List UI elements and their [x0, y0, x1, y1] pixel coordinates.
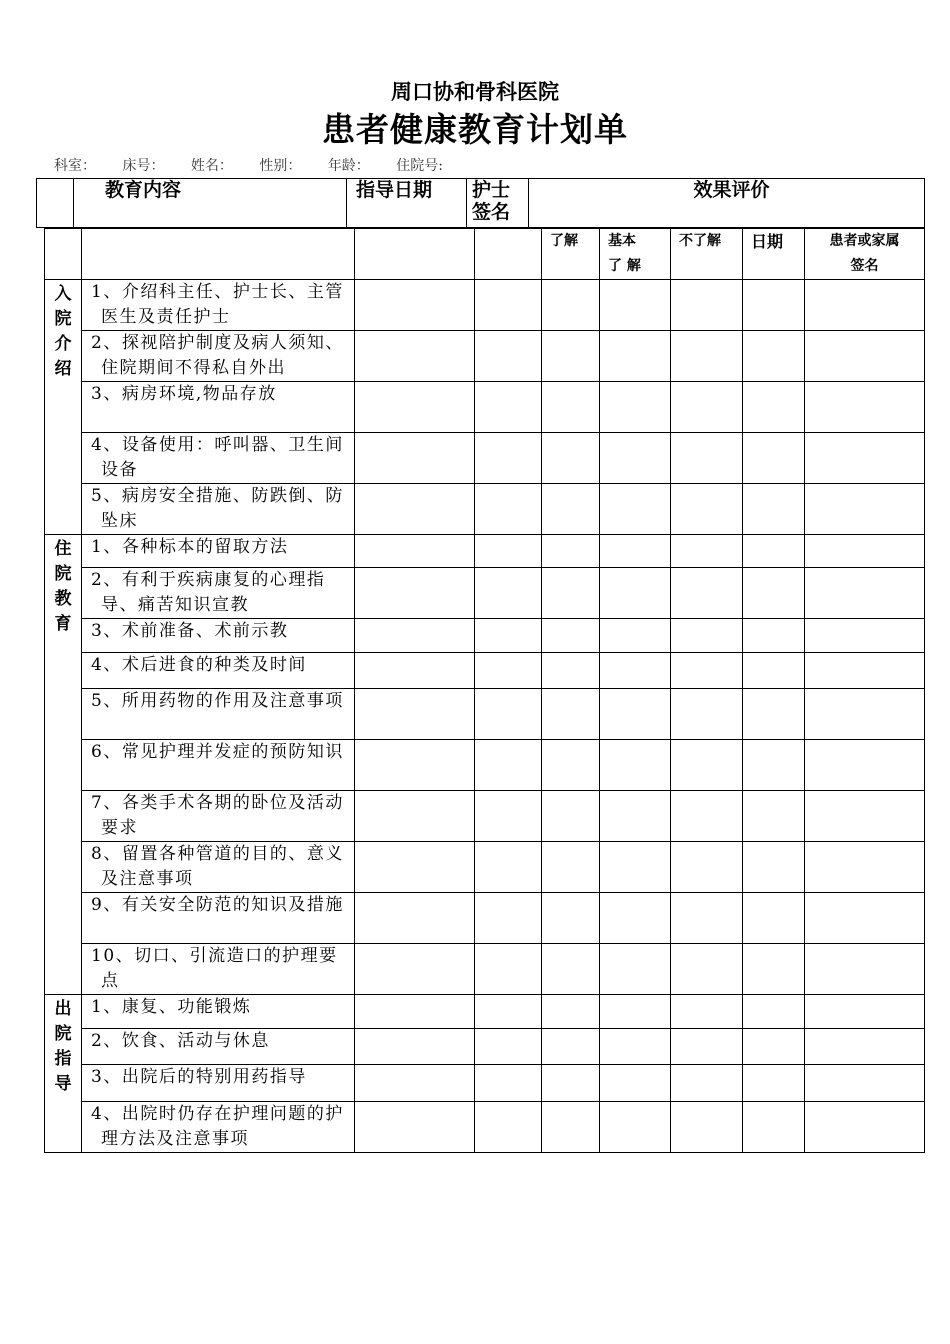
basic-understand-cell[interactable] — [600, 568, 671, 619]
basic-understand-cell[interactable] — [600, 619, 671, 653]
guide-date-cell[interactable] — [355, 382, 475, 433]
guide-date-cell[interactable] — [355, 740, 475, 791]
education-item-text: 5、所用药物的作用及注意事项 — [91, 691, 344, 711]
meta-age: 年龄： — [327, 158, 370, 174]
understand-cell[interactable] — [542, 382, 600, 433]
nurse-signature-cell[interactable] — [475, 944, 542, 995]
guide-date-cell[interactable] — [355, 280, 475, 331]
understand-cell[interactable] — [542, 568, 600, 619]
category-char: 指 — [54, 1049, 72, 1069]
not-understand-cell[interactable] — [671, 740, 743, 791]
evaluation-date-cell[interactable] — [743, 619, 805, 653]
education-item — [82, 535, 355, 568]
guide-date-cell[interactable] — [355, 653, 475, 689]
education-item — [82, 1065, 355, 1102]
subheader-basic-line2: 了 解 — [608, 258, 641, 274]
understand-cell[interactable] — [542, 619, 600, 653]
patient-signature-cell[interactable] — [805, 842, 925, 893]
not-understand-cell[interactable] — [671, 280, 743, 331]
basic-understand-cell[interactable] — [600, 689, 671, 740]
patient-signature-cell[interactable] — [805, 280, 925, 331]
category-char: 教 — [54, 589, 72, 609]
understand-cell[interactable] — [542, 893, 600, 944]
evaluation-date-cell[interactable] — [743, 484, 805, 535]
education-item-text: 4、设备使用：呼叫器、卫生间设备 — [91, 435, 344, 480]
education-item-text: 3、术前准备、术前示教 — [91, 621, 289, 641]
patient-signature-cell[interactable] — [805, 1065, 925, 1102]
meta-gender: 性别： — [259, 158, 302, 174]
understand-cell[interactable] — [542, 791, 600, 842]
education-item-row — [45, 689, 925, 740]
header-blank-cell — [37, 179, 74, 228]
meta-admission-number: 住院号: — [396, 158, 443, 174]
basic-understand-cell[interactable] — [600, 1102, 671, 1153]
understand-cell[interactable] — [542, 995, 600, 1029]
basic-understand-cell[interactable] — [600, 382, 671, 433]
education-item — [82, 484, 355, 535]
education-item-row — [45, 619, 925, 653]
education-item-row — [45, 842, 925, 893]
nurse-signature-cell[interactable] — [475, 568, 542, 619]
basic-understand-cell[interactable] — [600, 535, 671, 568]
understand-cell[interactable] — [542, 331, 600, 382]
evaluation-date-cell[interactable] — [743, 331, 805, 382]
basic-understand-cell[interactable] — [600, 893, 671, 944]
nurse-signature-cell[interactable] — [475, 1065, 542, 1102]
education-item — [82, 382, 355, 433]
not-understand-cell[interactable] — [671, 535, 743, 568]
evaluation-date-cell[interactable] — [743, 535, 805, 568]
guide-date-cell[interactable] — [355, 484, 475, 535]
guide-date-cell[interactable] — [355, 791, 475, 842]
education-plan-table — [44, 228, 925, 1153]
patient-signature-cell[interactable] — [805, 331, 925, 382]
guide-date-cell[interactable] — [355, 568, 475, 619]
evaluation-date-cell[interactable] — [743, 433, 805, 484]
guide-date-cell[interactable] — [355, 944, 475, 995]
education-item-text: 2、探视陪护制度及病人须知、住院期间不得私自外出 — [91, 333, 344, 378]
subheader-sign-line1: 患者或家属 — [829, 233, 900, 249]
category-hospital-education — [45, 535, 82, 995]
guide-date-cell[interactable] — [355, 331, 475, 382]
education-item — [82, 842, 355, 893]
education-item-row — [45, 1102, 925, 1153]
education-item — [82, 995, 355, 1029]
subheader-date: 日期 — [743, 229, 805, 280]
education-item — [82, 280, 355, 331]
guide-date-cell[interactable] — [355, 1029, 475, 1065]
header-content: 教育内容 — [74, 179, 347, 228]
education-item-text: 9、有关安全防范的知识及措施 — [91, 895, 344, 915]
nurse-signature-cell[interactable] — [475, 331, 542, 382]
education-item — [82, 433, 355, 484]
subheader-patient-signature — [805, 229, 925, 280]
patient-signature-cell[interactable] — [805, 944, 925, 995]
subheader-understand: 了解 — [542, 229, 600, 280]
understand-cell[interactable] — [542, 1065, 600, 1102]
nurse-signature-cell[interactable] — [475, 1102, 542, 1153]
education-item-text: 4、术后进食的种类及时间 — [91, 655, 307, 675]
education-item-text: 3、出院后的特别用药指导 — [91, 1067, 307, 1087]
education-item — [82, 893, 355, 944]
not-understand-cell[interactable] — [671, 1065, 743, 1102]
category-admission-intro — [45, 280, 82, 535]
education-item-row — [45, 653, 925, 689]
evaluation-date-cell[interactable] — [743, 791, 805, 842]
patient-info-line — [54, 155, 465, 175]
education-item-row — [45, 382, 925, 433]
nurse-signature-cell[interactable] — [475, 791, 542, 842]
subheader-not-understand: 不了解 — [671, 229, 743, 280]
guide-date-cell[interactable] — [355, 535, 475, 568]
education-item-text: 3、病房环境,物品存放 — [91, 384, 277, 404]
education-item-text: 7、各类手术各期的卧位及活动要求 — [91, 793, 344, 838]
education-item — [82, 689, 355, 740]
education-item-text: 1、介绍科主任、护士长、主管医生及责任护士 — [91, 282, 344, 327]
understand-cell[interactable] — [542, 484, 600, 535]
understand-cell[interactable] — [542, 1029, 600, 1065]
basic-understand-cell[interactable] — [600, 740, 671, 791]
nurse-signature-cell[interactable] — [475, 535, 542, 568]
education-item-row — [45, 568, 925, 619]
not-understand-cell[interactable] — [671, 653, 743, 689]
not-understand-cell[interactable] — [671, 331, 743, 382]
understand-cell[interactable] — [542, 653, 600, 689]
understand-cell[interactable] — [542, 842, 600, 893]
basic-understand-cell[interactable] — [600, 1065, 671, 1102]
understand-cell[interactable] — [542, 280, 600, 331]
education-item-row — [45, 791, 925, 842]
evaluation-date-cell[interactable] — [743, 740, 805, 791]
header-nurse-line1: 护士 — [472, 179, 511, 201]
education-item — [82, 331, 355, 382]
education-item — [82, 568, 355, 619]
header-nurse-signature — [467, 179, 529, 228]
understand-cell[interactable] — [542, 740, 600, 791]
guide-date-cell[interactable] — [355, 1065, 475, 1102]
nurse-signature-cell[interactable] — [475, 893, 542, 944]
patient-signature-cell[interactable] — [805, 791, 925, 842]
education-item — [82, 740, 355, 791]
education-item-row — [45, 1029, 925, 1065]
nurse-signature-cell[interactable] — [475, 653, 542, 689]
category-char: 入 — [54, 284, 72, 304]
hospital-name: 周口协和骨科医院 — [391, 80, 559, 104]
subheader-basic-understand — [600, 229, 671, 280]
guide-date-cell[interactable] — [355, 1102, 475, 1153]
subheader-blank-1 — [45, 229, 82, 280]
patient-signature-cell[interactable] — [805, 689, 925, 740]
education-item-row — [45, 433, 925, 484]
education-item-row — [45, 893, 925, 944]
patient-signature-cell[interactable] — [805, 1102, 925, 1153]
not-understand-cell[interactable] — [671, 944, 743, 995]
subheader-sign-line2: 签名 — [850, 258, 879, 274]
patient-signature-cell[interactable] — [805, 995, 925, 1029]
subheader-basic-line1: 基本 — [608, 233, 636, 249]
patient-signature-cell[interactable] — [805, 1029, 925, 1065]
education-item — [82, 619, 355, 653]
understand-cell[interactable] — [542, 1102, 600, 1153]
education-item-row — [45, 331, 925, 382]
education-item-text: 10、切口、引流造口的护理要点 — [91, 946, 338, 991]
basic-understand-cell[interactable] — [600, 944, 671, 995]
guide-date-cell[interactable] — [355, 893, 475, 944]
understand-cell[interactable] — [542, 944, 600, 995]
evaluation-date-cell[interactable] — [743, 1065, 805, 1102]
header-evaluation: 效果评价 — [529, 179, 925, 228]
header-nurse-line2: 签名 — [472, 201, 511, 223]
education-item — [82, 653, 355, 689]
evaluation-date-cell[interactable] — [743, 689, 805, 740]
category-char: 院 — [54, 309, 72, 329]
patient-signature-cell[interactable] — [805, 433, 925, 484]
category-char: 院 — [54, 564, 72, 584]
patient-signature-cell[interactable] — [805, 893, 925, 944]
education-item — [82, 1029, 355, 1065]
patient-signature-cell[interactable] — [805, 740, 925, 791]
basic-understand-cell[interactable] — [600, 280, 671, 331]
education-item-row — [45, 280, 925, 331]
patient-signature-cell[interactable] — [805, 484, 925, 535]
education-item-text: 2、有利于疾病康复的心理指导、痛苦知识宣教 — [91, 570, 326, 615]
education-item-row — [45, 995, 925, 1029]
evaluation-date-cell[interactable] — [743, 1029, 805, 1065]
nurse-signature-cell[interactable] — [475, 1029, 542, 1065]
subheader-blank-2 — [82, 229, 355, 280]
basic-understand-cell[interactable] — [600, 1029, 671, 1065]
not-understand-cell[interactable] — [671, 568, 743, 619]
meta-name: 姓名： — [190, 158, 233, 174]
evaluation-subheader-row — [45, 229, 925, 280]
education-item — [82, 944, 355, 995]
meta-bed-number: 床号： — [122, 158, 165, 174]
nurse-signature-cell[interactable] — [475, 484, 542, 535]
basic-understand-cell[interactable] — [600, 842, 671, 893]
basic-understand-cell[interactable] — [600, 791, 671, 842]
education-item-row — [45, 535, 925, 568]
meta-department: 科室： — [54, 158, 96, 174]
evaluation-date-cell[interactable] — [743, 280, 805, 331]
evaluation-date-cell[interactable] — [743, 893, 805, 944]
nurse-signature-cell[interactable] — [475, 842, 542, 893]
nurse-signature-cell[interactable] — [475, 689, 542, 740]
subheader-blank-3 — [355, 229, 475, 280]
header-guide-date: 指导日期 — [347, 179, 467, 228]
education-item — [82, 791, 355, 842]
education-item-text: 5、病房安全措施、防跌倒、防坠床 — [91, 486, 344, 531]
evaluation-date-cell[interactable] — [743, 1102, 805, 1153]
form-title: 患者健康教育计划单 — [322, 110, 628, 149]
category-char: 院 — [54, 1024, 72, 1044]
basic-understand-cell[interactable] — [600, 653, 671, 689]
education-item-text: 4、出院时仍存在护理问题的护理方法及注意事项 — [91, 1104, 344, 1149]
patient-signature-cell[interactable] — [805, 653, 925, 689]
not-understand-cell[interactable] — [671, 893, 743, 944]
guide-date-cell[interactable] — [355, 619, 475, 653]
education-item-text: 1、各种标本的留取方法 — [91, 537, 289, 557]
guide-date-cell[interactable] — [355, 433, 475, 484]
not-understand-cell[interactable] — [671, 382, 743, 433]
nurse-signature-cell[interactable] — [475, 619, 542, 653]
evaluation-date-cell[interactable] — [743, 995, 805, 1029]
not-understand-cell[interactable] — [671, 689, 743, 740]
category-char: 出 — [54, 999, 72, 1019]
not-understand-cell[interactable] — [671, 484, 743, 535]
education-item-text: 1、康复、功能锻炼 — [91, 997, 252, 1017]
understand-cell[interactable] — [542, 689, 600, 740]
education-item-row — [45, 944, 925, 995]
education-item-row — [45, 740, 925, 791]
nurse-signature-cell[interactable] — [475, 433, 542, 484]
nurse-signature-cell[interactable] — [475, 740, 542, 791]
understand-cell[interactable] — [542, 433, 600, 484]
education-item — [82, 1102, 355, 1153]
category-char: 介 — [54, 334, 72, 354]
nurse-signature-cell[interactable] — [475, 280, 542, 331]
education-item-row — [45, 1065, 925, 1102]
guide-date-cell[interactable] — [355, 689, 475, 740]
evaluation-date-cell[interactable] — [743, 944, 805, 995]
not-understand-cell[interactable] — [671, 1029, 743, 1065]
category-discharge-guidance — [45, 995, 82, 1153]
education-item-text: 6、常见护理并发症的预防知识 — [91, 742, 344, 762]
basic-understand-cell[interactable] — [600, 995, 671, 1029]
category-char: 住 — [54, 539, 72, 559]
education-item-text: 8、留置各种管道的目的、意义及注意事项 — [91, 844, 344, 889]
not-understand-cell[interactable] — [671, 791, 743, 842]
not-understand-cell[interactable] — [671, 1102, 743, 1153]
not-understand-cell[interactable] — [671, 842, 743, 893]
nurse-signature-cell[interactable] — [475, 382, 542, 433]
guide-date-cell[interactable] — [355, 995, 475, 1029]
category-char: 导 — [54, 1074, 72, 1094]
basic-understand-cell[interactable] — [600, 484, 671, 535]
nurse-signature-cell[interactable] — [475, 995, 542, 1029]
understand-cell[interactable] — [542, 535, 600, 568]
patient-signature-cell[interactable] — [805, 619, 925, 653]
evaluation-date-cell[interactable] — [743, 842, 805, 893]
basic-understand-cell[interactable] — [600, 331, 671, 382]
evaluation-date-cell[interactable] — [743, 568, 805, 619]
not-understand-cell[interactable] — [671, 995, 743, 1029]
evaluation-date-cell[interactable] — [743, 653, 805, 689]
guide-date-cell[interactable] — [355, 842, 475, 893]
subheader-blank-4 — [475, 229, 542, 280]
patient-signature-cell[interactable] — [805, 535, 925, 568]
category-char: 绍 — [54, 359, 72, 379]
patient-signature-cell[interactable] — [805, 568, 925, 619]
header-table — [36, 178, 925, 228]
evaluation-date-cell[interactable] — [743, 382, 805, 433]
education-item-text: 2、饮食、活动与休息 — [91, 1031, 270, 1051]
basic-understand-cell[interactable] — [600, 433, 671, 484]
not-understand-cell[interactable] — [671, 433, 743, 484]
not-understand-cell[interactable] — [671, 619, 743, 653]
education-item-row — [45, 484, 925, 535]
category-char: 育 — [54, 614, 72, 634]
patient-signature-cell[interactable] — [805, 382, 925, 433]
